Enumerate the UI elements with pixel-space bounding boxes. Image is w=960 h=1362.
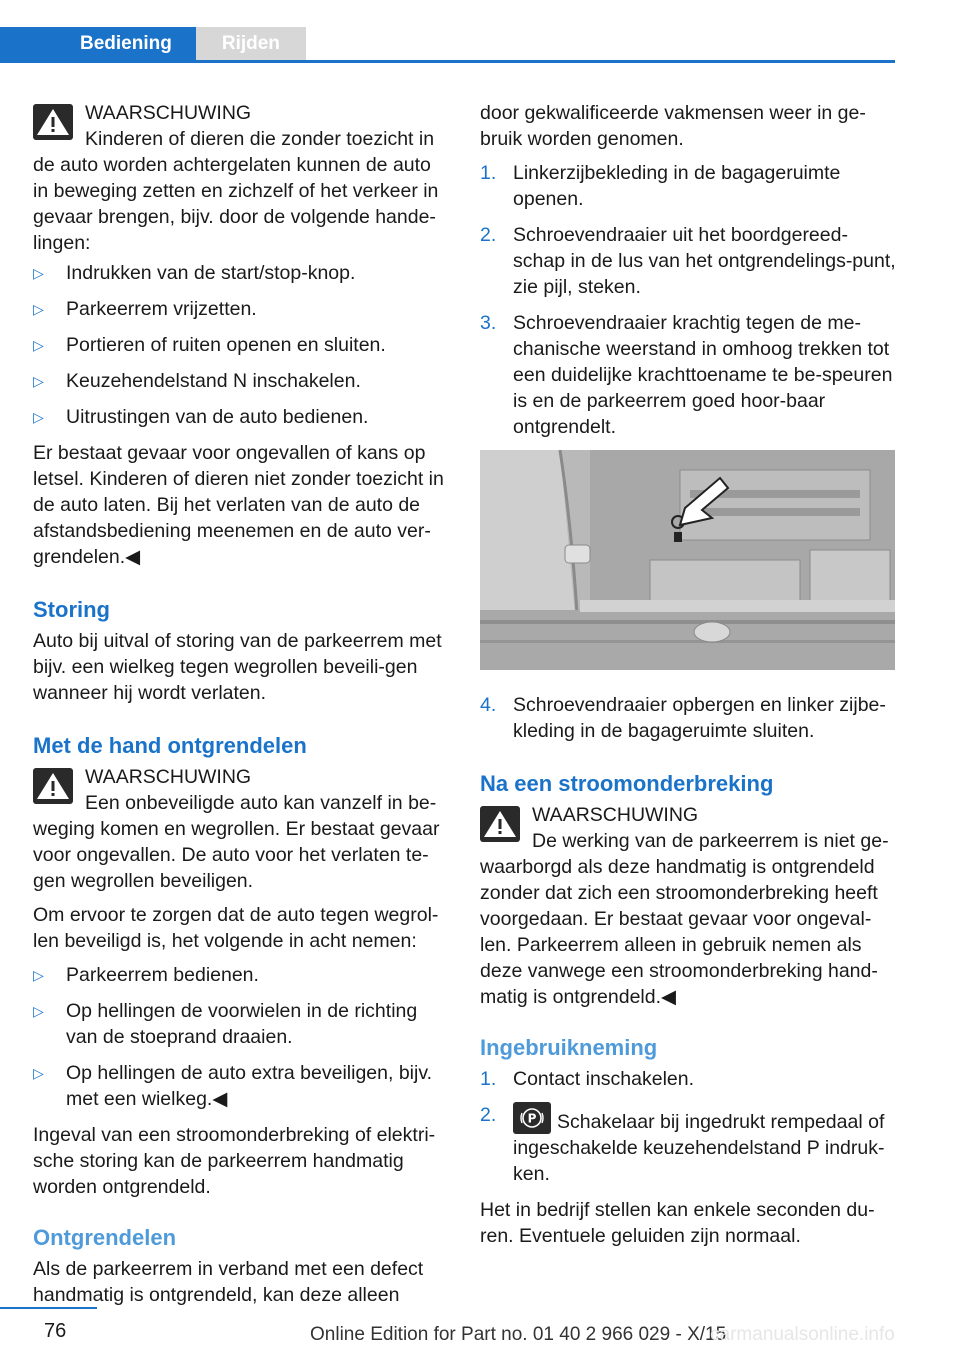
- warning-title: WAARSCHUWING: [85, 766, 252, 788]
- release-steps: [480, 160, 898, 440]
- warning-body: De werking van de parkeerrem is niet ge‐waarborgd als deze handmatig is ontgrendeld zonder dat zich een stroomonderbreking heeft voorgedaan. Er bestaat gevaar voor ongeval‐len. Parkeerrem alleen in gebruik nemen als deze vanwege een stroomonderbreking hand‐matig is ontgrendeld.◀: [480, 830, 889, 1008]
- left-column: [33, 100, 448, 1316]
- heading-ontgrendelen: Ontgrendelen: [33, 1225, 177, 1250]
- warning-icon: [480, 806, 520, 842]
- activation-closing: Het in bedrijf stellen kan enkele seconden du‐ren. Eventuele geluiden zijn normaal.: [480, 1199, 875, 1247]
- step-text: Linkerzijbekleding in de bagageruimte openen.: [513, 162, 841, 210]
- luggage-compartment-photo: [480, 450, 895, 670]
- step-number: 1.: [480, 162, 497, 184]
- warning-power: [480, 802, 898, 1010]
- step-text: Schroevendraaier krachtig tegen de me‐chanische weerstand in omhoog trekken tot een duidelijke krachttoename te be‐speuren is en de parkeerrem goed hoor‐baar ontgrendelt.: [513, 312, 893, 438]
- parking-brake-icon: [513, 1102, 551, 1134]
- list-item: [480, 222, 898, 300]
- step-number: 2.: [480, 1104, 497, 1126]
- step-text: Schroevendraaier uit het boordgereed‐schap in de lus van het ontgrendelings‐punt, zie pijl, steken.: [513, 224, 896, 298]
- warning-body: Een onbeveiligde auto kan vanzelf in be‐weging komen en wegrollen. Er bestaat gevaar voor ongevallen. De auto voor het verlaten te‐gen wegrollen beveiligen.: [33, 792, 440, 892]
- header-divider: [0, 60, 895, 63]
- watermark: carmanualsonline.info: [710, 1324, 895, 1345]
- step-text: Contact inschakelen.: [513, 1068, 695, 1090]
- list-item: ▷ Portieren of ruiten openen en sluiten.: [33, 332, 448, 358]
- warning-closing: Er bestaat gevaar voor ongevallen of kans op letsel. Kinderen of dieren niet zonder toezicht in de auto laten. Bij het verlaten van de auto de afstandsbediening meenemen en de auto ver‐grendelen.◀: [33, 442, 444, 568]
- list-item: ▷ Op hellingen de voorwielen in de richting van de stoeprand draaien.: [33, 998, 448, 1050]
- luggage-compartment-illustration: [480, 450, 895, 670]
- list-item: [480, 1102, 898, 1187]
- tab-bediening[interactable]: Bediening: [0, 27, 196, 61]
- tab-rijden[interactable]: Rijden: [196, 27, 306, 61]
- manual-intro: Om ervoor te zorgen dat de auto tegen wegrol‐len beveiligd is, het volgende in acht nemen:: [33, 904, 439, 952]
- list-item: [480, 692, 898, 744]
- list-item: ▷ Op hellingen de auto extra beveiligen, bijv. met een wielkeg.◀: [33, 1060, 448, 1112]
- heading-ingebruikneming: Ingebruikneming: [480, 1035, 658, 1060]
- list-item: ▷ Keuzehendelstand N inschakelen.: [33, 368, 448, 394]
- list-item: [480, 1066, 898, 1092]
- step-number: 4.: [480, 694, 497, 716]
- heading-power-interruption: Na een stroomonderbreking: [480, 771, 774, 796]
- warning-rolling: [33, 764, 448, 894]
- secure-vehicle-list: [33, 962, 448, 1112]
- footer-divider: [0, 1307, 97, 1309]
- warning-icon: [33, 104, 73, 140]
- page-number: 76: [44, 1320, 67, 1342]
- list-item: [480, 160, 898, 212]
- step-number: 3.: [480, 312, 497, 334]
- warning-actions-list: [33, 260, 448, 430]
- step-number: 1.: [480, 1068, 497, 1090]
- list-item: ▷ Parkeerrem bedienen.: [33, 962, 448, 988]
- svg-text:P: P: [527, 1111, 537, 1126]
- activation-steps: [480, 1066, 898, 1187]
- manual-text: Ingeval van een stroomonderbreking of elektri‐sche storing kan de parkeerrem handmatig worden ontgrendeld.: [33, 1124, 436, 1198]
- right-column: [480, 100, 898, 1257]
- storing-text: Auto bij uitval of storing van de parkeerrem met bijv. een wielkeg tegen wegrollen beveili‐gen wanneer hij wordt verlaten.: [33, 630, 442, 704]
- ontgrendelen-text: Als de parkeerrem in verband met een defect handmatig is ontgrendeld, kan deze alleen: [33, 1258, 424, 1306]
- heading-manual-release: Met de hand ontgrendelen: [33, 733, 307, 758]
- list-item: ▷ Indrukken van de start/stop-knop.: [33, 260, 448, 286]
- continued-text: door gekwalificeerde vakmensen weer in ge‐bruik worden genomen.: [480, 102, 866, 150]
- step-text: Schroevendraaier opbergen en linker zijbe‐kleding in de bagageruimte sluiten.: [513, 694, 886, 742]
- list-item: [480, 310, 898, 440]
- warning-icon: [33, 768, 73, 804]
- step-number: 2.: [480, 224, 497, 246]
- warning-children: [33, 100, 448, 256]
- warning-title: WAARSCHUWING: [532, 804, 699, 826]
- list-item: ▷ Uitrustingen van de auto bedienen.: [33, 404, 448, 430]
- edition-info: Online Edition for Part no. 01 40 2 966 029 - X/15: [310, 1324, 727, 1345]
- step-text: Schakelaar bij ingedrukt rempedaal of ingeschakelde keuzehendelstand P indruk‐ken.: [513, 1111, 885, 1185]
- warning-body: Kinderen of dieren die zonder toezicht in de auto worden achtergelaten kunnen de auto in beweging zetten en zichzelf of het verkeer in gevaar brengen, bijv. door de volgende hande‐lingen:: [33, 128, 439, 254]
- heading-storing: Storing: [33, 597, 110, 622]
- list-item: ▷ Parkeerrem vrijzetten.: [33, 296, 448, 322]
- section-tabs: [0, 27, 306, 61]
- release-steps-continued: [480, 692, 898, 744]
- warning-title: WAARSCHUWING: [85, 102, 252, 124]
